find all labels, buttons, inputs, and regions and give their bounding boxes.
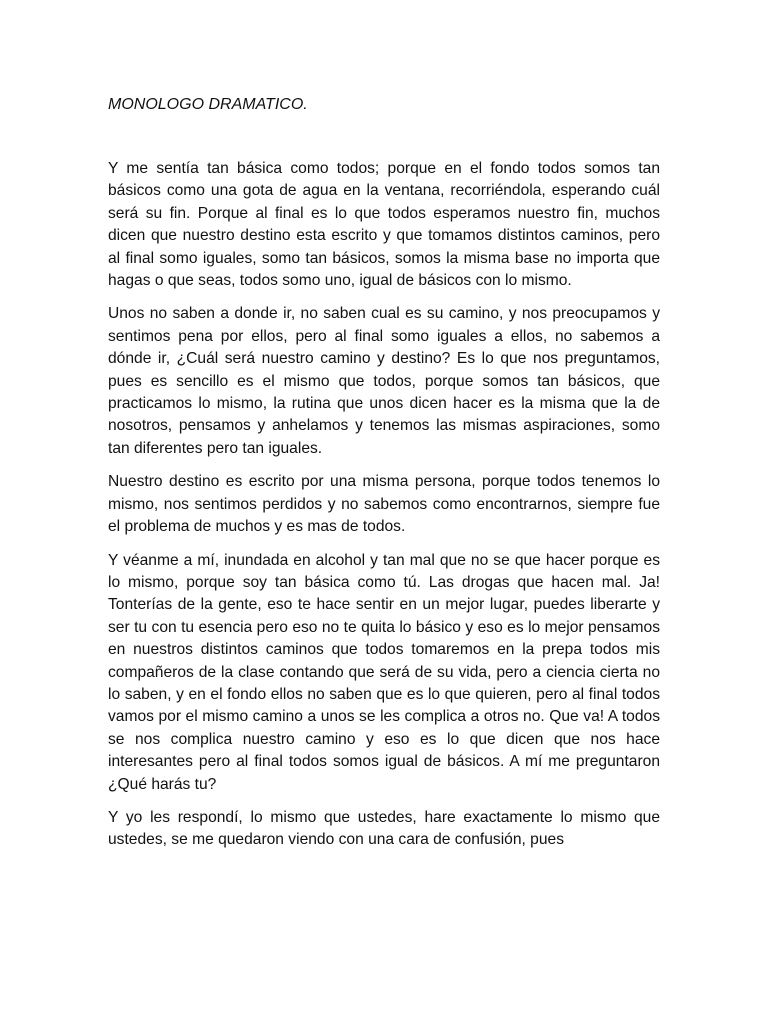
paragraph-5: Y yo les respondí, lo mismo que ustedes, hare exactamente lo mismo que ustedes, se me quedaron viendo con una cara de confusión, pues	[108, 808, 660, 849]
paragraph-3: Nuestro destino es escrito por una misma persona, porque todos tenemos lo mismo, nos sentimos perdidos y no sabemos como encontrarnos, siempre fue el problema de muchos y es mas de todos.	[108, 473, 660, 536]
paragraph-2: Unos no saben a donde ir, no saben cual es su camino, y nos preocupamos y sentimos pena por ellos, pero al final somo iguales a ellos, no sabemos a dónde ir, ¿Cuál será nuestro camino y destino? Es lo que nos preguntamos, pues es sencillo es el mismo que todos, porque somos tan básicos, que practicamos lo mismo, la rutina que unos dicen hacer es la misma que la de nosotros, pensamos y anhelamos y tenemos las mismas aspiraciones, somo tan diferentes pero tan iguales.	[108, 305, 660, 457]
paragraph-1: Y me sentía tan básica como todos; porque en el fondo todos somos tan básicos como una gota de agua en la ventana, recorriéndola, esperando cuál será su fin. Porque al final es lo que todos esperamos nuestro fin, muchos dicen que nuestro destino esta escrito y que tomamos distintos caminos, pero al final somo iguales, somo tan básicos, somos la misma base no importa que hagas o que seas, todos somo uno, igual de básicos con lo mismo.	[108, 160, 660, 290]
document-body	[108, 158, 660, 863]
paragraph-4: Y véanme a mí, inundada en alcohol y tan mal que no se que hacer porque es lo mismo, porque soy tan básica como tú. Las drogas que hacen mal. Ja! Tonterías de la gente, eso te hace sentir en un mejor lugar, puedes liberarte y ser tu con tu esencia pero eso no te quita lo básico y eso es lo mejor pensamos en nuestros distintos caminos que todos tomaremos en la prepa todos mis compañeros de la clase contando que será de su vida, pero a ciencia cierta no lo saben, y en el fondo ellos no saben que es lo que quieren, pero al final todos vamos por el mismo camino a unos se les complica a otros no. Que va! A todos se nos complica nuestro camino y eso es lo que dicen que nos hace interesantes pero al final todos somos igual de básicos. A mí me preguntaron ¿Qué harás tu?	[108, 551, 660, 793]
document-title: MONOLOGO DRAMATICO.	[108, 96, 308, 113]
